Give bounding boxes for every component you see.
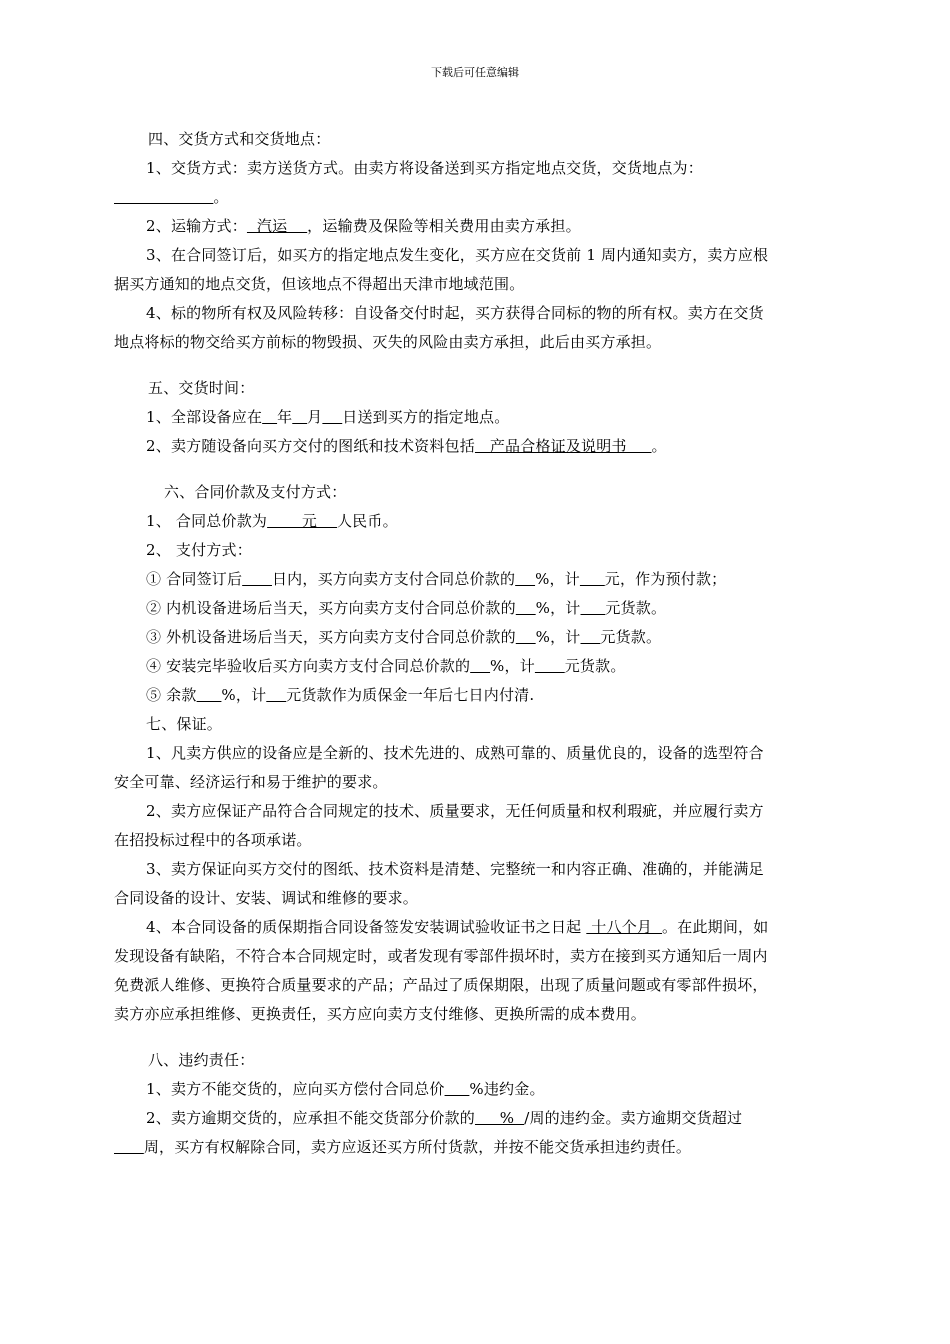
- p4-amount-blank: [535, 657, 565, 675]
- section-8-title: 八、违约责任：: [148, 1051, 255, 1069]
- section-7-title: 七、保证。: [146, 715, 223, 733]
- s7-line-7-a: 4、本合同设备的质保期指合同设备签发安装调试验收证书之日起: [146, 918, 587, 936]
- payment-item-5: [114, 681, 838, 710]
- s7-line-3: 2、卖方应保证产品符合合同规定的技术、质量要求，无任何质量和权利瑕疵，并应履行卖方: [146, 802, 764, 820]
- s4-line-3-a: 2、运输方式：: [146, 217, 247, 235]
- day-blank: [322, 408, 342, 426]
- s8-line-2: [114, 1104, 838, 1133]
- p2-amount-blank: [581, 599, 606, 617]
- weeks-blank: [114, 1138, 144, 1156]
- section-6-title: 六、合同价款及支付方式：: [164, 483, 347, 501]
- page-header: 下载后可任意编辑: [431, 66, 519, 79]
- warranty-period-blank: 十八个月: [586, 918, 663, 936]
- payment-item-2: [114, 594, 838, 623]
- s8-line-1: [114, 1075, 838, 1104]
- s4-line-2-end: 。: [213, 188, 229, 206]
- penalty-percent-blank: [445, 1080, 470, 1098]
- p5-c: %，计: [221, 686, 267, 704]
- payment-item-3: [114, 623, 838, 652]
- s6-line-1-c: 人民币。: [336, 512, 398, 530]
- p1-g: 元，作为预付款；: [604, 570, 727, 588]
- payment-item-4: [114, 652, 838, 681]
- late-penalty-blank: %: [474, 1109, 525, 1127]
- delivery-location-blank: [114, 188, 213, 206]
- p5-a: ⑤ 余款: [146, 686, 197, 704]
- s7-line-10: 卖方亦应承担维修、更换责任，买方应向卖方支付维修、更换所需的成本费用。: [114, 1005, 647, 1023]
- s7-line-9: 免费派人维修、更换符合质量要求的产品；产品过了质保期限，出现了质量问题或有零部件损坏，: [114, 976, 768, 994]
- p1-days-blank: [242, 570, 272, 588]
- s8-line-1-c: %违约金。: [469, 1080, 545, 1098]
- s5-line-2: [114, 432, 838, 461]
- p3-amount-blank: [581, 628, 601, 646]
- s8-line-1-a: 1、卖方不能交货的，应向买方偿付合同总价: [146, 1080, 445, 1098]
- s7-line-4: 在招投标过程中的各项承诺。: [114, 831, 312, 849]
- s8-line-3: [114, 1133, 838, 1162]
- p3-c: %，计: [535, 628, 581, 646]
- s5-line-1: [114, 403, 838, 432]
- section-5-title: 五、交货时间：: [148, 379, 255, 397]
- s8-line-2-a: 2、卖方逾期交货的，应承担不能交货部分价款的: [146, 1109, 475, 1127]
- p1-c: 日内，买方向卖方支付合同总价款的: [271, 570, 516, 588]
- p5-amount-blank: [266, 686, 286, 704]
- s4-line-3-c: ，运输费及保险等相关费用由卖方承担。: [307, 217, 581, 235]
- section-4-title: 四、交货方式和交货地点：: [148, 130, 331, 148]
- p4-e: 元货款。: [564, 657, 626, 675]
- s5-line-2-c: 。: [651, 437, 667, 455]
- s7-line-8: 发现设备有缺陷，不符合本合同规定时，或者发现有零部件损坏时，卖方在接到买方通知后一周内: [114, 947, 768, 965]
- contract-document: [114, 125, 838, 1162]
- p3-e: 元货款。: [600, 628, 662, 646]
- s4-line-3: [114, 212, 838, 241]
- p1-e: %，计: [535, 570, 580, 588]
- s6-line-1: [114, 507, 838, 536]
- s4-line-7: 地点将标的物交给买方前标的物毁损、灭失的风险由卖方承担，此后由买方承担。: [114, 333, 662, 351]
- p2-e: 元货款。: [605, 599, 667, 617]
- documents-blank: 产品合格证及说明书: [474, 437, 652, 455]
- p5-percent-blank: [197, 686, 222, 704]
- s5-line-1-c: 年: [277, 408, 293, 426]
- p2-percent-blank: [516, 599, 536, 617]
- s7-line-6: 合同设备的设计、安装、调试和维修的要求。: [114, 889, 419, 907]
- s5-line-2-a: 2、卖方随设备向买方交付的图纸和技术资料包括: [146, 437, 475, 455]
- month-blank: [292, 408, 307, 426]
- s7-line-1: 1、凡卖方供应的设备应是全新的、技术先进的、成熟可靠的、质量优良的，设备的选型符合: [146, 744, 764, 762]
- s6-line-1-a: 1、 合同总价款为: [146, 512, 268, 530]
- transport-method-blank: 汽运: [246, 217, 308, 235]
- p1-a: ① 合同签订后: [146, 570, 243, 588]
- p3-percent-blank: [516, 628, 536, 646]
- s7-line-7-c: 。在此期间，如: [662, 918, 769, 936]
- p3-a: ③ 外机设备进场后当天，买方向卖方支付合同总价款的: [146, 628, 516, 646]
- p4-a: ④ 安装完毕验收后买方向卖方支付合同总价款的: [146, 657, 471, 675]
- p2-a: ② 内机设备进场后当天，买方向卖方支付合同总价款的: [146, 599, 516, 617]
- p5-e: 元货款作为质保金一年后七日内付清.: [286, 686, 535, 704]
- p1-percent-blank: [515, 570, 535, 588]
- s8-line-2-c: /周的违约金。卖方逾期交货超过: [524, 1109, 743, 1127]
- s5-line-1-g: 日送到买方的指定地点。: [342, 408, 510, 426]
- p2-c: %，计: [535, 599, 581, 617]
- p4-percent-blank: [470, 657, 490, 675]
- s7-line-2: 安全可靠、经济运行和易于维护的要求。: [114, 773, 388, 791]
- s4-line-4: 3、在合同签订后，如买方的指定地点发生变化，买方应在交货前 1 周内通知卖方，卖方应根: [146, 246, 769, 264]
- s7-line-5: 3、卖方保证向买方交付的图纸、技术资料是清楚、完整统一和内容正确、准确的，并能满足: [146, 860, 764, 878]
- p1-amount-blank: [580, 570, 605, 588]
- s4-line-1: 1、交货方式：卖方送货方式。由卖方将设备送到买方指定地点交货，交货地点为：: [146, 159, 703, 177]
- p4-c: %，计: [490, 657, 535, 675]
- year-blank: [262, 408, 277, 426]
- s6-line-2: 2、 支付方式：: [146, 541, 252, 559]
- s5-line-1-e: 月: [307, 408, 323, 426]
- s4-line-5: 据买方通知的地点交货，但该地点不得超出天津市地域范围。: [114, 275, 525, 293]
- s4-line-2: [114, 183, 838, 212]
- s4-line-6: 4、标的物所有权及风险转移：自设备交付时起，买方获得合同标的物的所有权。卖方在交货: [146, 304, 764, 322]
- s7-line-7: [114, 913, 838, 942]
- payment-item-1: [114, 565, 838, 594]
- total-price-blank: 元: [267, 512, 337, 530]
- s8-line-3-b: 周，买方有权解除合同，卖方应返还买方所付货款，并按不能交货承担违约责任。: [143, 1138, 692, 1156]
- s5-line-1-a: 1、全部设备应在: [146, 408, 263, 426]
